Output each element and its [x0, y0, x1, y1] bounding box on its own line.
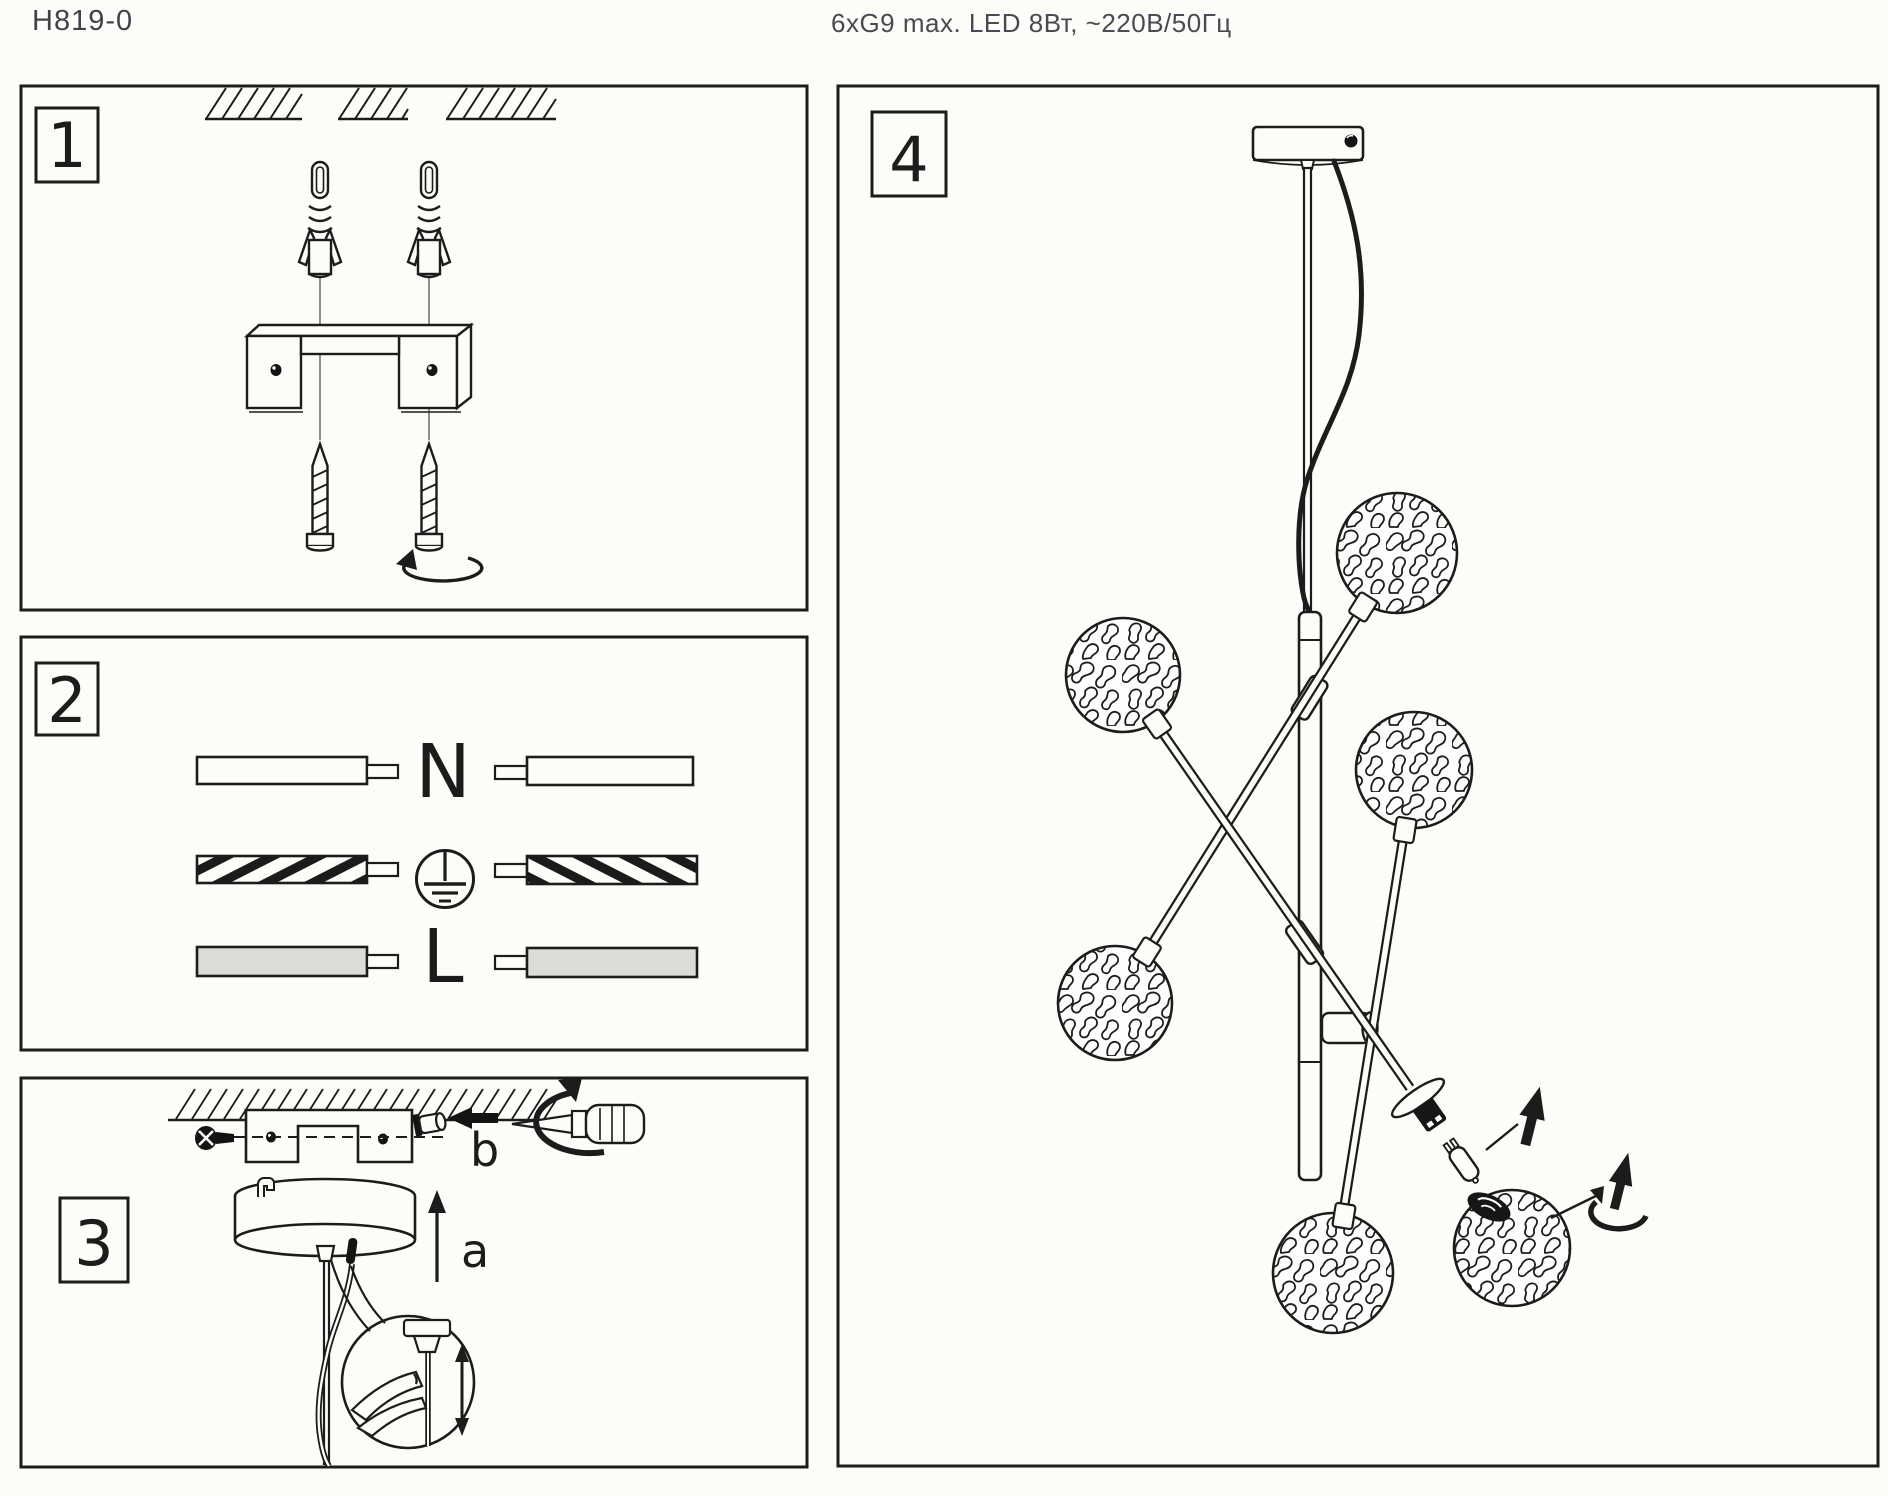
live-label: L [422, 914, 464, 1000]
glass-shade-1 [1337, 493, 1457, 613]
shade-holder-disc [1388, 1073, 1463, 1143]
step-4-number: 4 [889, 123, 929, 196]
suspension-rod [1304, 168, 1311, 612]
shade-neck-collar [1332, 1203, 1356, 1230]
product-code: H819-0 [32, 5, 134, 37]
spec-line: 6xG9 max. LED 8Вт, ~220В/50Гц [831, 8, 1232, 38]
neutral-label: N [415, 729, 471, 815]
screw-rotation-arrow-icon [1590, 1150, 1646, 1229]
step-1-number: 1 [47, 109, 87, 182]
screw-arrow-label: b [470, 1123, 500, 1177]
step-3-number: 3 [74, 1207, 114, 1280]
glass-shade-5 [1273, 1213, 1393, 1333]
lift-arrow-label: a [461, 1224, 490, 1278]
step-2-number: 2 [47, 664, 87, 737]
canopy-icon [1253, 127, 1363, 169]
glass-shade-4 [1058, 946, 1172, 1060]
bulb-pointer-line [1486, 1124, 1518, 1150]
g9-bulb-icon [1442, 1137, 1484, 1187]
glass-shade-3 [1356, 712, 1472, 828]
insert-up-arrow-icon [1513, 1084, 1553, 1149]
shade-neck-collar [1393, 817, 1417, 844]
